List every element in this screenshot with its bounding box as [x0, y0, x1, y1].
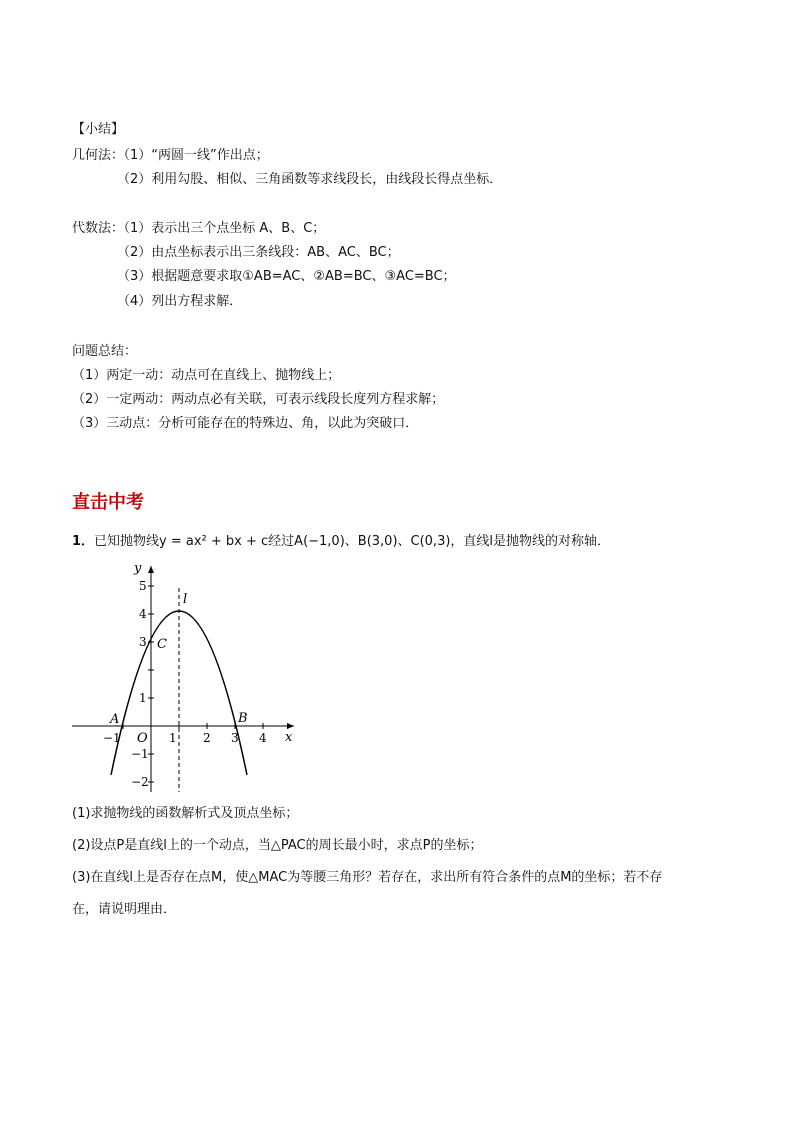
problem-summary-item-2: （2）一定两动：两动点必有关联，可表示线段长度列方程求解； [72, 392, 445, 407]
algebraic-step-2: （2）由点坐标表示出三条线段：AB、AC、BC； [117, 245, 400, 260]
problem-statement [72, 534, 610, 550]
geometric-method-label: 几何法： [72, 148, 125, 163]
question-1: (1)求抛物线的函数解析式及顶点坐标； [72, 806, 299, 821]
question-3: (3)在直线l上是否存在点M，使△MAC为等腰三角形？若存在，求出所有符合条件的点M的坐标；若不存 [72, 870, 663, 885]
x-axis-label: x [285, 730, 293, 745]
problem-number: 1． [72, 534, 95, 549]
x-tick-label: 4 [259, 731, 267, 745]
problem-summary-label: 问题总结： [72, 344, 138, 359]
origin-label: O [137, 731, 148, 746]
point-a-label: A [110, 712, 120, 727]
algebraic-step-4: （4）列出方程求解． [117, 294, 243, 309]
question-2: (2)设点P是直线l上的一个动点，当△PAC的周长最小时，求点P的坐标； [72, 838, 483, 853]
parabola-figure [70, 560, 302, 796]
line-l-label: l [183, 592, 188, 607]
algebraic-method-label: 代数法： [72, 221, 125, 236]
algebraic-step-1: （1）表示出三个点坐标 A、B、C； [117, 221, 326, 236]
point-c-label: C [157, 637, 167, 652]
y-axis-label: y [134, 561, 142, 576]
problem-text: 已知抛物线y = ax² + bx + c经过A(−1,0)、B(3,0)、C(0,3)，直线l是抛物线的对称轴． [94, 534, 611, 549]
summary-title: 【小结】 [72, 122, 125, 137]
algebraic-step-3: （3）根据题意要求取①AB=AC、②AB=BC、③AC=BC； [117, 269, 456, 284]
x-tick-label: 2 [203, 731, 211, 745]
question-3-continued: 在，请说明理由． [72, 902, 177, 917]
y-tick-label: −2 [131, 775, 149, 789]
point-b-label: B [238, 711, 248, 726]
problem-summary-item-1: （1）两定一动：动点可在直线上、抛物线上； [72, 368, 341, 383]
x-tick-label: 3 [231, 731, 239, 745]
geometric-step-1: （1）“两圆一线”作出点； [117, 148, 269, 163]
x-tick-label: 1 [169, 731, 177, 745]
section-title: 直击中考 [72, 492, 144, 513]
geometric-step-2: （2）利用勾股、相似、三角函数等求线段长，由线段长得点坐标． [117, 172, 503, 187]
y-tick-label: 3 [139, 635, 147, 649]
x-tick-label: −1 [103, 731, 121, 745]
y-tick-label: −1 [131, 747, 149, 761]
y-tick-label: 1 [139, 691, 147, 705]
y-tick-label: 4 [139, 607, 147, 621]
problem-summary-item-3: （3）三动点：分析可能存在的特殊边、角，以此为突破口． [72, 416, 419, 431]
y-tick-label: 5 [139, 579, 147, 593]
